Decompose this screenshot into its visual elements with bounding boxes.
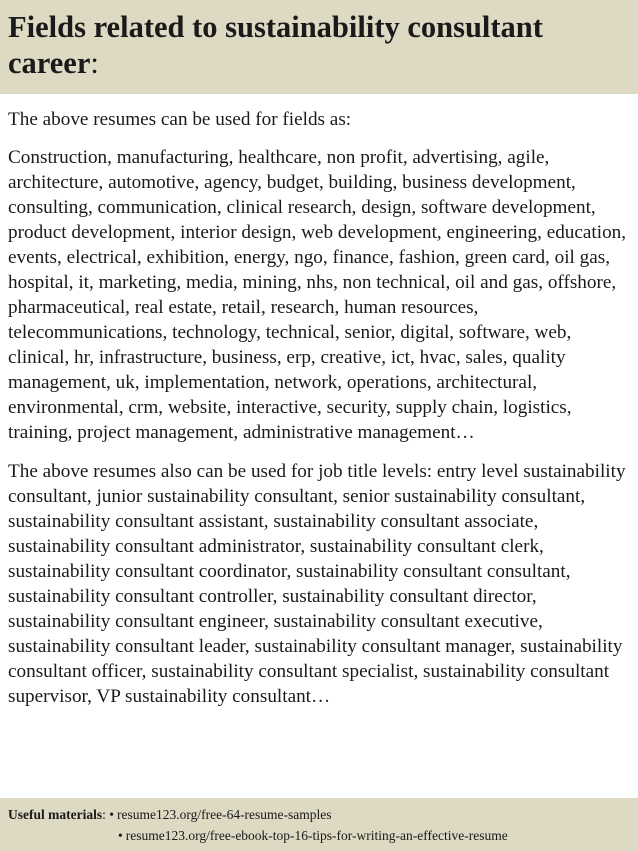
- title-band: [0, 0, 638, 94]
- footer-row-1: [8, 804, 638, 825]
- footer-link-ebook-tips[interactable]: resume123.org/free-ebook-top-16-tips-for-writing-an-effective-resume: [125, 828, 508, 843]
- slide-title-text: Fields related to sustainability consultant career: [8, 10, 543, 80]
- job-levels-text: The above resumes also can be used for job title levels: entry level sustainability consultant, junior sustainability consultant, senior sustainability consultant, sustainability consultant assistant, sustainability consultant associate, sustainability consultant administrator, sustainability consultant clerk, sustainability consultant coordinator, sustainability consultant consultant, sustainability consultant controller, sustainability consultant director, sustainability consultant engineer, sustainability consultant executive, sustainability consultant leader, sustainability consultant manager, sustainability consultant officer, sustainability consultant specialist, sustainability consultant supervisor, VP sustainability consultant…: [8, 461, 626, 707]
- fields-list-text: Construction, manufacturing, healthcare, non profit, advertising, agile, architecture, automotive, agency, budget, building, business development, consulting, communication, clinical research, design, software development, product development, interior design, web development, engineering, education, events, electrical, exhibition, energy, ngo, finance, fashion, green card, oil gas, hospital, it, marketing, media, mining, nhs, non technical, oil and gas, offshore, pharmaceutical, real estate, retail, research, human resources, telecommunications, technology, technical, senior, digital, software, web, clinical, hr, infrastructure, business, erp, creative, ict, hvac, sales, quality management, uk, implementation, network, operations, architectural, environmental, crm, website, interactive, security, supply chain, logistics, training, project management, administrative management…: [8, 147, 627, 443]
- useful-materials-label: Useful materials: [8, 807, 103, 822]
- footer-link-resume-samples[interactable]: resume123.org/free-64-resume-samples: [116, 807, 332, 822]
- footer-band: [0, 798, 638, 851]
- bullet-icon: •: [118, 828, 123, 843]
- slide-content: [0, 94, 638, 709]
- slide-title-colon: :: [90, 46, 99, 80]
- footer-row-2: [8, 825, 638, 846]
- slide-title: [8, 9, 628, 81]
- useful-materials-colon: :: [102, 807, 106, 822]
- intro-text: The above resumes can be used for fields as:: [8, 109, 352, 130]
- bullet-icon: •: [109, 807, 114, 822]
